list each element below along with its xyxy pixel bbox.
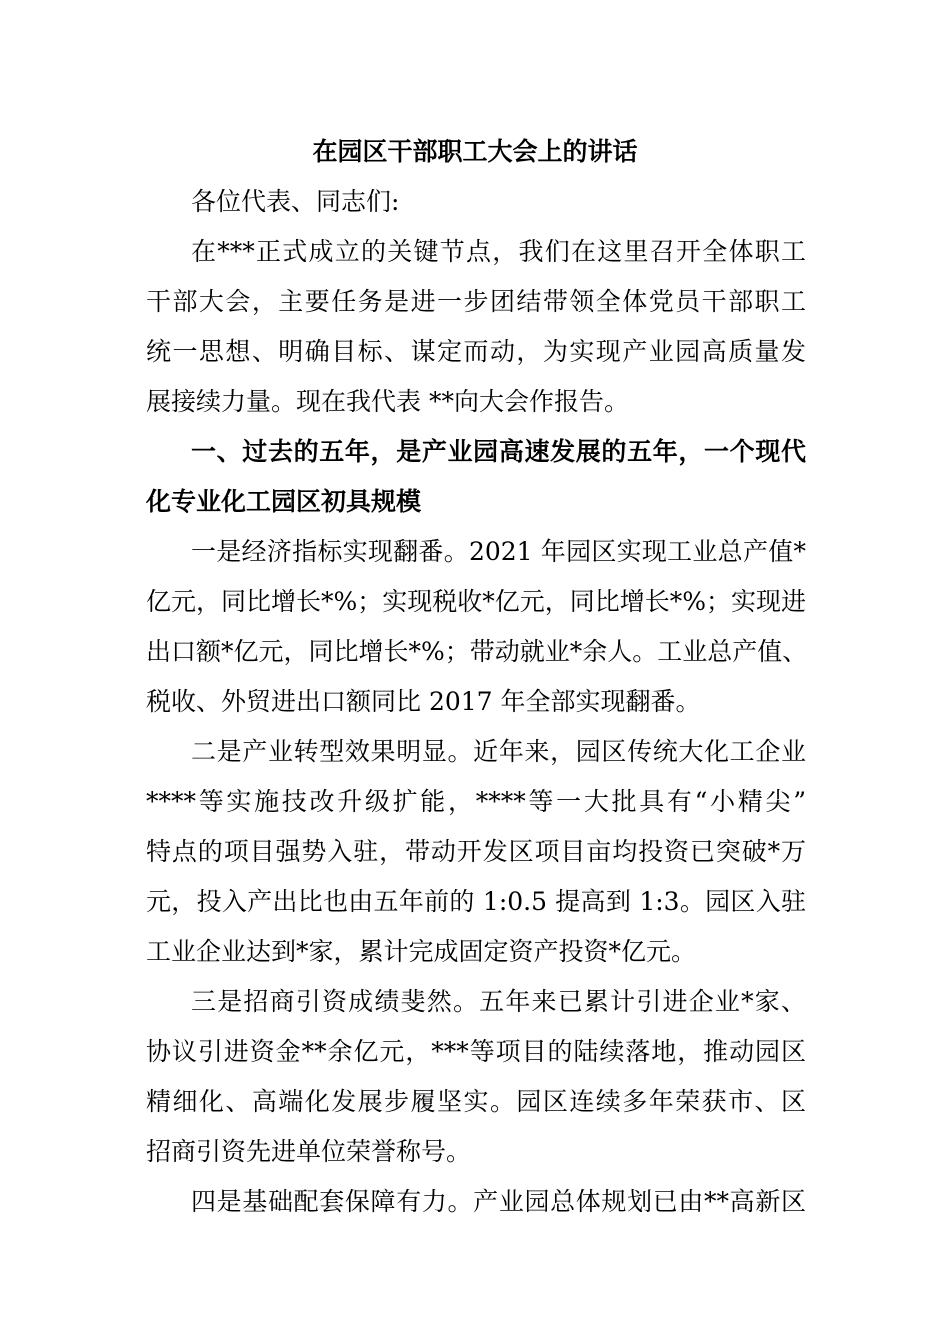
paragraph-line: 四是基础配套保障有力。产业园总体规划已由**高新区: [191, 1187, 806, 1216]
salutation: 各位代表、同志们:: [191, 187, 400, 216]
paragraph-line: 干部大会，主要任务是进一步团结带领全体党员干部职工: [146, 287, 806, 316]
section-heading: 化专业化工园区初具规模: [146, 487, 422, 516]
paragraph-line: 统一思想、明确目标、谋定而动，为实现产业园高质量发: [146, 337, 806, 366]
paragraph-line: 亿元，同比增长*%；实现税收*亿元，同比增长*%；实现进: [146, 587, 807, 616]
paragraph-line: 工业企业达到*家，累计完成固定资产投资*亿元。: [146, 937, 697, 966]
paragraph-line: 一是经济指标实现翻番。2021 年园区实现工业总产值*: [191, 537, 806, 566]
paragraph-line: 展接续力量。现在我代表 **向大会作报告。: [146, 387, 629, 416]
paragraph-line: ****等实施技改升级扩能，****等一大批具有“小精尖”: [146, 787, 806, 816]
paragraph-line: 在***正式成立的关键节点，我们在这里召开全体职工: [191, 237, 806, 266]
paragraph-line: 协议引进资金**余亿元，***等项目的陆续落地，推动园区: [146, 1037, 806, 1066]
paragraph-line: 出口额*亿元，同比增长*%；带动就业*余人。工业总产值、: [146, 637, 808, 666]
paragraph-line: 招商引资先进单位荣誉称号。: [146, 1137, 472, 1166]
paragraph-line: 元，投入产出比也由五年前的 1:0.5 提高到 1:3。园区入驻: [146, 887, 806, 916]
paragraph-line: 三是招商引资成绩斐然。五年来已累计引进企业*家、: [191, 987, 806, 1016]
section-heading: 一、过去的五年，是产业园高速发展的五年，一个现代: [191, 437, 806, 466]
paragraph-line: 特点的项目强势入驻，带动开发区项目亩均投资已突破*万: [146, 837, 806, 866]
document-title: 在园区干部职工大会上的讲话: [312, 137, 638, 166]
paragraph-line: 精细化、高端化发展步履坚实。园区连续多年荣获市、区: [146, 1087, 806, 1116]
paragraph-line: 税收、外贸进出口额同比 2017 年全部实现翻番。: [146, 687, 701, 716]
paragraph-line: 二是产业转型效果明显。近年来，园区传统大化工企业: [191, 737, 806, 766]
